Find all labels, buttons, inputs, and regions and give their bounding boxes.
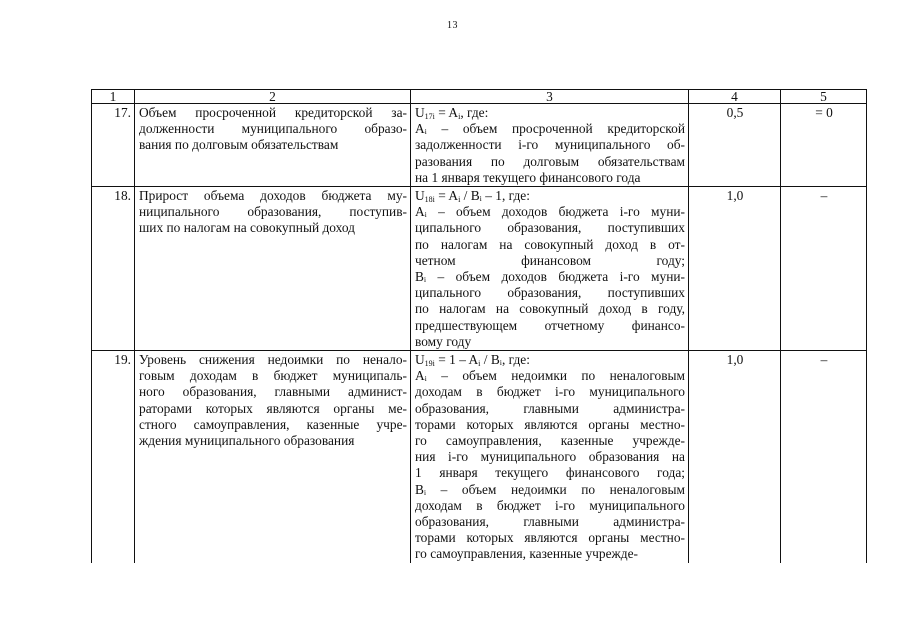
formula-description-line: четном финансовом году; bbox=[415, 252, 685, 268]
header-cell: 4 bbox=[689, 90, 781, 104]
indicator-name-line: ного образования, главными админист- bbox=[139, 384, 407, 400]
header-cell: 1 bbox=[92, 90, 135, 104]
indicator-name-line: ждения муниципального образования bbox=[139, 433, 355, 449]
table-row bbox=[92, 104, 867, 187]
indicator-name-line: раторами которых являются органы ме- bbox=[139, 400, 407, 416]
row-number: 19. bbox=[92, 351, 135, 563]
formula-part: = 1 – A bbox=[434, 352, 479, 368]
page-number: 13 bbox=[447, 20, 458, 31]
formula-description-line: образования, главными администра- bbox=[415, 400, 685, 416]
row-number: 17. bbox=[92, 104, 135, 187]
row-number: 18. bbox=[92, 187, 135, 351]
formula-description-line: вому году bbox=[415, 333, 472, 349]
formula-part: U bbox=[415, 188, 425, 204]
formula bbox=[415, 105, 685, 121]
formula-description-line: задолженности i-го муниципального об- bbox=[415, 137, 685, 153]
formula bbox=[415, 188, 685, 204]
indicator-name-line: ниципального образования, поступив- bbox=[139, 204, 407, 220]
indicator-name-line: Уровень снижения недоимки по ненало- bbox=[139, 352, 407, 368]
norm-value: = 0 bbox=[781, 104, 867, 187]
formula-description-line: торами которых являются органы местно- bbox=[415, 416, 685, 432]
indicator-name-line: говым доходам в бюджет муниципаль- bbox=[139, 368, 407, 384]
formula-description-line: ципального образования, поступивших bbox=[415, 220, 685, 236]
header-cell: 3 bbox=[411, 90, 689, 104]
formula-description-line: образования, главными администра- bbox=[415, 514, 685, 530]
table-row bbox=[92, 351, 867, 563]
formula-description bbox=[411, 351, 689, 563]
formula-part: U bbox=[415, 105, 425, 120]
formula-description-line: Bᵢ – объем доходов бюджета i-го муни- bbox=[415, 269, 685, 285]
formula-description-line: по налогам на совокупный доход в от- bbox=[415, 236, 685, 252]
norm-value: – bbox=[781, 351, 867, 563]
formula-description-line: го самоуправления, казенные учрежде- bbox=[415, 546, 639, 562]
weight-value: 1,0 bbox=[689, 187, 781, 351]
formula-part: 17i bbox=[424, 112, 435, 121]
formula-description-line: торами которых являются органы местно- bbox=[415, 530, 685, 546]
formula-description-line: го самоуправления, казенные учрежде- bbox=[415, 433, 685, 449]
formula-description-line: доходам в бюджет i-го муниципального bbox=[415, 384, 685, 400]
indicator-name bbox=[135, 104, 411, 187]
weight-value: 0,5 bbox=[689, 104, 781, 187]
formula-part: = A bbox=[434, 105, 459, 120]
formula-part: , где: bbox=[460, 105, 489, 120]
norm-value: – bbox=[781, 187, 867, 351]
table-row bbox=[92, 187, 867, 351]
formula-part: i bbox=[458, 195, 461, 205]
formula-part: i bbox=[458, 112, 461, 121]
formula-description-line: разования по долговым обязательствам bbox=[415, 153, 685, 169]
formula-description-line: 1 января текущего финансового года; bbox=[415, 465, 685, 481]
formula-part: 19i bbox=[424, 359, 435, 369]
indicator-name bbox=[135, 187, 411, 351]
formula-description bbox=[411, 104, 689, 187]
formula-description-line: Aᵢ – объем просроченной кредиторской bbox=[415, 121, 685, 137]
formula-description-line: ния i-го муниципального образования на bbox=[415, 449, 685, 465]
formula-description-line: Aᵢ – объем доходов бюджета i-го муни- bbox=[415, 204, 685, 220]
formula-description-line: доходам в бюджет i-го муниципального bbox=[415, 497, 685, 513]
header-cell: 5 bbox=[781, 90, 867, 104]
formula-description bbox=[411, 187, 689, 351]
formula-description-line: на 1 января текущего финансового года bbox=[415, 169, 641, 185]
formula-part: U bbox=[415, 352, 425, 368]
indicator-name-line: долженности муниципального образо- bbox=[139, 121, 407, 137]
header-cell: 2 bbox=[135, 90, 411, 104]
indicator-name-line: вания по долговым обязательствам bbox=[139, 137, 339, 153]
formula-description-line: ципального образования, поступивших bbox=[415, 285, 685, 301]
indicator-name-line: стного самоуправления, казенные учре- bbox=[139, 416, 407, 432]
indicator-name-line: Прирост объема доходов бюджета му- bbox=[139, 188, 407, 204]
formula-description-line: Bᵢ – объем недоимки по неналоговым bbox=[415, 481, 685, 497]
indicators-table bbox=[91, 89, 867, 563]
indicator-name-line: ших по налогам на совокупный доход bbox=[139, 220, 355, 236]
weight-value: 1,0 bbox=[689, 351, 781, 563]
formula-description-line: Aᵢ – объем недоимки по неналоговым bbox=[415, 368, 685, 384]
formula-part: i bbox=[478, 359, 481, 369]
indicator-name-line: Объем просроченной кредиторской за- bbox=[139, 105, 407, 120]
formula-part: / Bᵢ – 1, где: bbox=[460, 188, 530, 204]
formula-part: / Bᵢ, где: bbox=[480, 352, 530, 368]
table-header-row bbox=[92, 90, 867, 104]
formula-part: 18i bbox=[424, 195, 435, 205]
formula bbox=[415, 352, 685, 368]
formula-description-line: по налогам на совокупный доход в году, bbox=[415, 301, 685, 317]
formula-part: = A bbox=[434, 188, 459, 204]
formula-description-line: предшествующем отчетному финансо- bbox=[415, 317, 685, 333]
indicator-name bbox=[135, 351, 411, 563]
